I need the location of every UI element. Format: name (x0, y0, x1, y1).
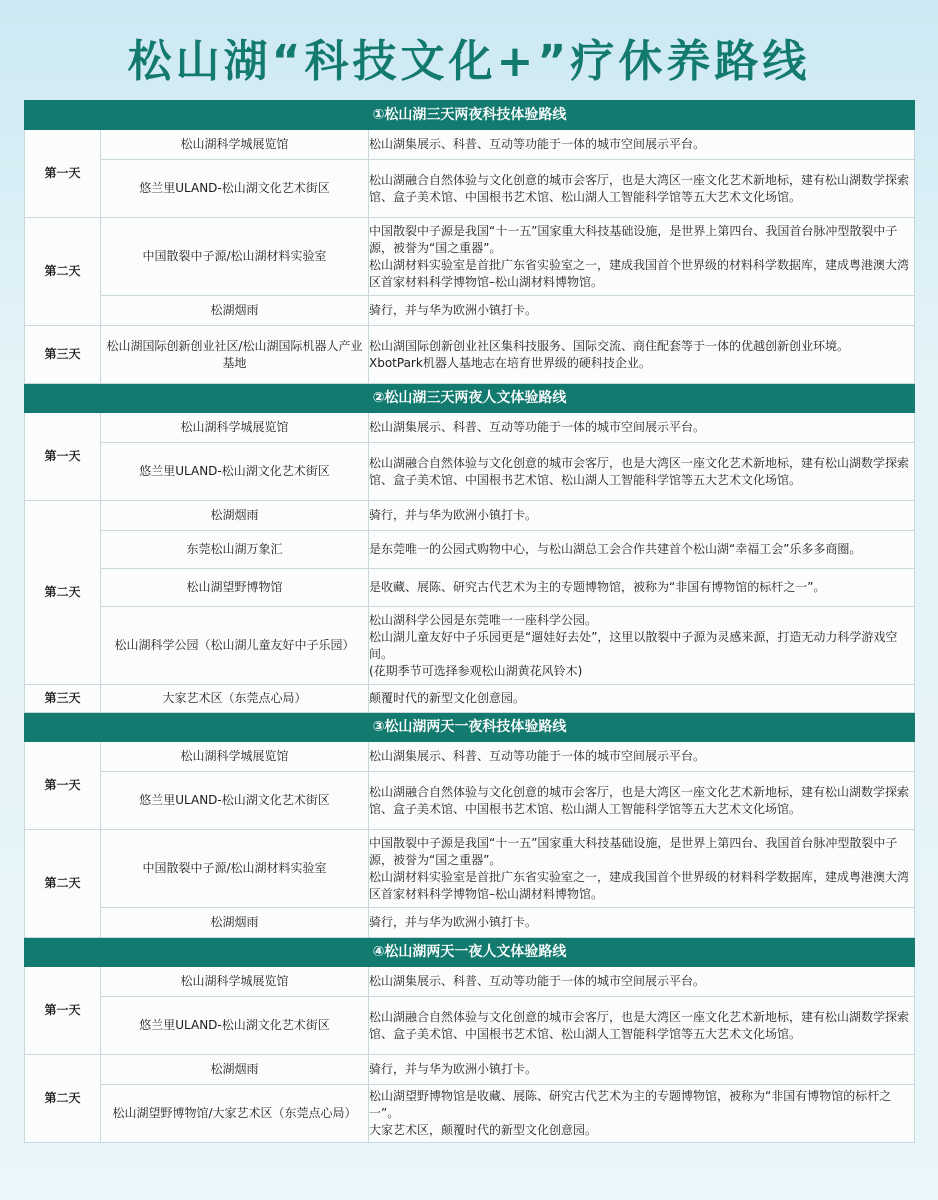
description-line: 松山湖材料实验室是首批广东省实验室之一，建成我国首个世界级的材料科学数据库，建成粤港澳大湾区首家材料科学博物馆–松山湖材料博物馆。 (369, 257, 910, 289)
description-line: 骑行，并与华为欧洲小镇打卡。 (369, 303, 538, 317)
description-line: 松山湖融合自然体验与文化创意的城市会客厅，也是大湾区一座文化艺术新地标，建有松山湖数学探索馆、盒子美术馆、中国根书艺术馆、松山湖人工智能科学馆等五大艺术文化场馆。 (369, 1009, 910, 1041)
table-row (25, 685, 915, 713)
table-row (25, 830, 915, 908)
description-line: 松山湖材料实验室是首批广东省实验室之一，建成我国首个世界级的材料科学数据库，建成粤港澳大湾区首家材料科学博物馆–松山湖材料博物馆。 (369, 869, 910, 901)
table-row (25, 1085, 915, 1143)
day-label: 第二天 (25, 830, 101, 938)
place-name: 松湖烟雨 (101, 1055, 369, 1085)
place-description (369, 742, 915, 772)
place-description (369, 160, 915, 218)
table-row (25, 531, 915, 569)
description-line: 骑行，并与华为欧洲小镇打卡。 (369, 1062, 538, 1076)
table-row (25, 569, 915, 607)
place-description (369, 1085, 915, 1143)
day-label: 第三天 (25, 685, 101, 713)
description-line: 骑行，并与华为欧洲小镇打卡。 (369, 508, 538, 522)
description-line: 松山湖集展示、科普、互动等功能于一体的城市空间展示平台。 (369, 137, 706, 151)
day-label: 第一天 (25, 130, 101, 218)
description-line: (花期季节可选择参观松山湖黄花风铃木) (369, 663, 583, 678)
table-row (25, 772, 915, 830)
description-line: XbotPark机器人基地志在培育世界级的硬科技企业。 (369, 355, 651, 370)
place-description (369, 997, 915, 1055)
routes-table-body (25, 101, 915, 1143)
table-row (25, 218, 915, 296)
description-line: 松山湖融合自然体验与文化创意的城市会客厅，也是大湾区一座文化艺术新地标，建有松山湖数学探索馆、盒子美术馆、中国根书艺术馆、松山湖人工智能科学馆等五大艺术文化场馆。 (369, 784, 910, 816)
description-line: 中国散裂中子源是我国“十一五”国家重大科技基础设施，是世界上第四台、我国首台脉冲型散裂中子源，被誉为“国之重器”。 (369, 223, 898, 255)
routes-table (24, 100, 915, 1143)
day-label: 第三天 (25, 326, 101, 384)
description-line: 大家艺术区，颠覆时代的新型文化创意园。 (369, 1123, 598, 1137)
table-row (25, 326, 915, 384)
table-row (25, 1055, 915, 1085)
table-row (25, 160, 915, 218)
place-name: 松湖烟雨 (101, 296, 369, 326)
table-row (25, 130, 915, 160)
place-description (369, 413, 915, 443)
description-line: 松山湖融合自然体验与文化创意的城市会客厅，也是大湾区一座文化艺术新地标，建有松山湖数学探索馆、盒子美术馆、中国根书艺术馆、松山湖人工智能科学馆等五大艺术文化场馆。 (369, 172, 910, 204)
place-description (369, 443, 915, 501)
day-label: 第一天 (25, 967, 101, 1055)
description-line: 松山湖集展示、科普、互动等功能于一体的城市空间展示平台。 (369, 420, 706, 434)
place-name: 松山湖科学公园（松山湖儿童友好中子乐园） (101, 607, 369, 685)
place-name: 东莞松山湖万象汇 (101, 531, 369, 569)
table-row (25, 413, 915, 443)
place-description (369, 569, 915, 607)
place-description (369, 772, 915, 830)
place-name: 中国散裂中子源/松山湖材料实验室 (101, 218, 369, 296)
day-label: 第一天 (25, 742, 101, 830)
table-row (25, 742, 915, 772)
table-row (25, 501, 915, 531)
place-description (369, 296, 915, 326)
place-name: 松湖烟雨 (101, 501, 369, 531)
place-name: 松山湖望野博物馆/大家艺术区（东莞点心局） (101, 1085, 369, 1143)
place-name: 中国散裂中子源/松山湖材料实验室 (101, 830, 369, 908)
place-description (369, 130, 915, 160)
place-name: 松湖烟雨 (101, 908, 369, 938)
place-name: 松山湖科学城展览馆 (101, 742, 369, 772)
day-label: 第二天 (25, 501, 101, 685)
day-label: 第一天 (25, 413, 101, 501)
route-heading-row (25, 384, 915, 413)
table-row (25, 908, 915, 938)
description-line: 松山湖科学公园是东莞唯一一座科学公园。 (369, 612, 598, 627)
description-line: 松山湖国际创新创业社区集科技服务、国际交流、商住配套等于一体的优越创新创业环境。 (369, 338, 850, 353)
routes-table-wrapper (24, 100, 914, 1143)
place-name: 大家艺术区（东莞点心局） (101, 685, 369, 713)
place-name: 松山湖科学城展览馆 (101, 967, 369, 997)
page-title: 松山湖“科技文化+”疗休养路线 (127, 36, 811, 87)
place-description (369, 218, 915, 296)
description-line: 松山湖儿童友好中子乐园更是“遛娃好去处”，这里以散裂中子源为灵感来源，打造无动力科学游戏空间。 (369, 629, 898, 661)
place-description (369, 607, 915, 685)
table-row (25, 967, 915, 997)
route-heading-row (25, 101, 915, 130)
description-line: 是收藏、展陈、研究古代艺术为主的专题博物馆，被称为“非国有博物馆的标杆之一”。 (369, 580, 826, 594)
table-row (25, 607, 915, 685)
place-name: 松山湖国际创新创业社区/松山湖国际机器人产业基地 (101, 326, 369, 384)
place-name: 悠兰里ULAND-松山湖文化艺术街区 (101, 772, 369, 830)
place-name: 松山湖科学城展览馆 (101, 413, 369, 443)
place-description (369, 501, 915, 531)
place-name: 松山湖科学城展览馆 (101, 130, 369, 160)
description-line: 骑行，并与华为欧洲小镇打卡。 (369, 915, 538, 929)
table-row (25, 443, 915, 501)
route-heading-row (25, 713, 915, 742)
place-name: 悠兰里ULAND-松山湖文化艺术街区 (101, 997, 369, 1055)
day-label: 第二天 (25, 1055, 101, 1143)
place-name: 悠兰里ULAND-松山湖文化艺术街区 (101, 443, 369, 501)
place-description (369, 531, 915, 569)
route-heading-row (25, 938, 915, 967)
route-heading: ①松山湖三天两夜科技体验路线 (25, 101, 915, 130)
table-row (25, 997, 915, 1055)
table-row (25, 296, 915, 326)
description-line: 松山湖集展示、科普、互动等功能于一体的城市空间展示平台。 (369, 749, 706, 763)
place-description (369, 685, 915, 713)
place-description (369, 1055, 915, 1085)
day-label: 第二天 (25, 218, 101, 326)
description-line: 松山湖融合自然体验与文化创意的城市会客厅，也是大湾区一座文化艺术新地标，建有松山湖数学探索馆、盒子美术馆、中国根书艺术馆、松山湖人工智能科学馆等五大艺术文化场馆。 (369, 455, 910, 487)
place-name: 松山湖望野博物馆 (101, 569, 369, 607)
description-line: 颠覆时代的新型文化创意园。 (369, 691, 526, 705)
place-description (369, 967, 915, 997)
place-description (369, 326, 915, 384)
route-heading: ③松山湖两天一夜科技体验路线 (25, 713, 915, 742)
description-line: 中国散裂中子源是我国“十一五”国家重大科技基础设施，是世界上第四台、我国首台脉冲型散裂中子源，被誉为“国之重器”。 (369, 835, 898, 867)
description-line: 松山湖望野博物馆是收藏、展陈、研究古代艺术为主的专题博物馆，被称为“非国有博物馆的标杆之一”。 (369, 1089, 892, 1120)
route-heading: ②松山湖三天两夜人文体验路线 (25, 384, 915, 413)
place-description (369, 830, 915, 908)
place-description (369, 908, 915, 938)
description-line: 松山湖集展示、科普、互动等功能于一体的城市空间展示平台。 (369, 974, 706, 988)
description-line: 是东莞唯一的公园式购物中心，与松山湖总工会合作共建首个松山湖“幸福工会”乐多多商圈。 (369, 542, 862, 556)
route-heading: ④松山湖两天一夜人文体验路线 (25, 938, 915, 967)
place-name: 悠兰里ULAND-松山湖文化艺术街区 (101, 160, 369, 218)
